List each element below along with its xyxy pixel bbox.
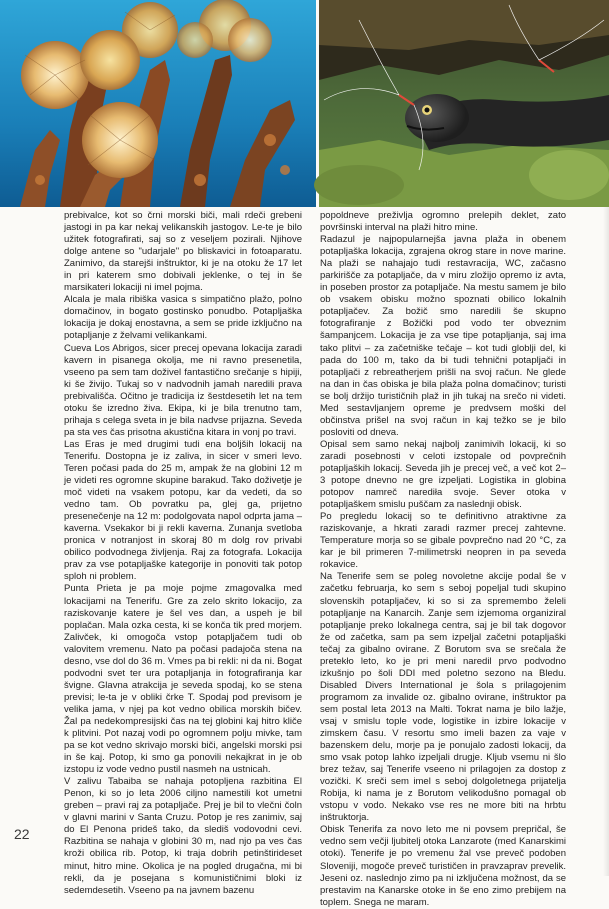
article-column-left — [64, 210, 302, 896]
tube-worm-icon — [0, 0, 316, 207]
paragraph: V zalivu Tabaiba se nahaja potopljena razbitina El Penon, ki so jo leta 2006 ciljno namestili kot umetni greben – pravi raj za potapljače. Prej je bil to vlečni čoln v glavni marini v Santa Cruzu. Potop je res zanimiv, saj do El Penona prideš tako, da slediš vodovodni cevi. Razbitina se nahaja v globini 30 m, nad njo pa ves čas kroži obilica rib. Potop, ki traja dobrih petinštirideset minut, hitro mine. Okolica je na pogled drugačna, mi bi rekli, da je posejana s komunističnimi bloki iz sedemdesetih. Vseeno pa na javnem bazenu — [64, 776, 302, 896]
page-edge-shadow — [603, 207, 609, 876]
paragraph: Las Eras je med drugimi tudi ena boljših lokacij na Tenerifu. Dostopna je iz zaliva, in sicer v smeri levo. Teren počasi pada do 25 m, ampak že na globini 12 m je videti res ogromne skupine barakud. Tako doživetje je moč videti na vsakem potopu, kar da vedeti, da so vedno tam. Ob povratku pa, glej ga, prijetno presenečenje na 12 m: podolgovata napol odprta jama – kaverna. Vsekakor bi ji rekli kaverna. Zunanja svetloba pronica v notranjost in skoraj 80 m dolg rov privabi obilico podvodnega življenja. Raj za fotografa. Lokacija prav za vse potapljaške kategorije in ponoviti tak potop sploh ni problem. — [64, 438, 302, 583]
article-column-right — [320, 210, 566, 908]
tube-worm-photo — [0, 0, 316, 207]
paragraph: Opisal sem samo nekaj najbolj zanimivih lokacij, ki so zaradi posebnosti v celoti izstopale od povprečnih potapljaških lokacij. Seveda jih je precej več, a več kot 2–3 potope dnevno ne gre izpeljati. Logistika in globina potopov namreč narediła svoje. Sever otoka v potapljaškem smislu puščam za naslednji obisk. — [320, 438, 566, 511]
paragraph: popoldneve preživlja ogromno prelepih deklet, zato površinski interval na plaži hitro mine. — [320, 210, 566, 234]
paragraph: Na Tenerife sem se poleg novoletne akcije podal še v začetku februarja, ko sem s seboj popeljal tudi skupino slovenskih potapljačev, ki so si za spremembo želeli potapljanje na Kanarcih. Zanje sem izjemoma organiziral potapljanje preko lokalnega centra, saj je bil tak dogovor že od začetka, sam pa sem izpeljal začetni potapljaški tečaj za gibalno ovirane. Z Borutom sva se srečala že pretekło leto, ko je pri meni naredil prvo podvodno izkušnjo po šoli DDI med poletno sezono na Bledu. Disabled Divers International je šola s prilagojenim programom za invalide oz. gibalno ovirane, inštruktor pa sem postal leta 2013 na Malti. Tokrat nama je bilo lažje, vsaj v smislu tople vode, logistike in izbire lokacije v zimskem času. V resortu smo imeli bazen za vaje v bazenskem delu, morje pa je ponujalo zadosti lokacij, da smo vsak potop lahko izpeljali drugje. Kljub vsemu ni šlo brez težav, saj Tenerife vseeno ni prilagojen za dostop z vozički. K sreči sem imel s seboj dolgoletnega prijatelja Robija, ki nama je z Borutom velikodušno pomagal ob vstopu v vodo. Nekako vse res ne more biti na hrbtu inštruktorja. — [320, 571, 566, 824]
paragraph: Obisk Tenerifa za novo leto me ni povsem prepričal, še vedno sem večji ljubitelj otoka Lanzarote (med Kanarskimi otoki). Tenerife je po vremenu žal vse preveč podoben Sloveniji, mogoče preveč turističen in pravzaprav prevelik. Jeseni oz. naslednjo zimo pa ni izključena možnost, da se prestavim na Kanarske otoke in še eno zimo prebijem na toplem. Snega ne maram. — [320, 824, 566, 908]
moray-eel-photo — [319, 0, 609, 207]
moray-eel-icon — [319, 0, 609, 207]
paragraph: Punta Prieta je pa moje pojme zmagovalka med lokacijami na Tenerifu. Gre za zelo skrito lokacijo, za raziskovanje katere je šel ves dan, a uspeh je bil poplačan. Mala ozka cesta, ki se konča tik pred morjem. Zalivček, ki omogoča vstop potapljačem tudi ob valovitem vremenu. Nato pa počasi padajoča stena na desno, vse dol do 36 m. Vmes pa bi rekli: ni da ni. Bogat podvodni svet ter ura potapljanja in fotografiranja kar švigne. Glavna atrakcija je seveda spodaj, ko se stena previsi; le-ta je v obliki črke T. Spodaj pod previsom je velika jama, v njej pa kot vedno obilica morskih bičev. Žal pa nedekompresijski čas na tej globini kaj hitro kliče k plitvini. Pot nazaj vodi po ogromnem polju mivke, tam pa se kot vedno skrivajo morski biči, angelski morski psi in še kaj. Potop, ki smo ga ponovili nekajkrat in je ob izstopu iz vode vedno pustil nasmeh na ustnicah. — [64, 583, 302, 776]
paragraph: prebivalce, kot so črni morski biči, mali rdeči grebeni jastogi in pa kar nekaj velikanskih jastogov. Le-te je bilo užitek fotografirati, saj so z veseljem pozirali. Njihove dolge antene so "udarjale" po bliskavici in fotoaparatu. Zanimivo, da starejši inštruktor, ki je na otoku že 17 let in pri katerem smo dobivali jeklenke, o tej in še marsikateri lokaciji ni imel pojma. — [64, 210, 302, 294]
paragraph: Cueva Los Abrigos, sicer precej opevana lokacija zaradi kavern in pisanega okolja, me ni ravno presenetila, vseeno pa sem tam doživel fantastično srečanje s hipiji, ki še živijo. Tukaj so v nadvodnih jamah naredili prava prebivališča. Očitno je tradicija iz šestdesetih let na tem otoku še izredno živa. Ekipa, ki je bila trenutno tam, prihaja s celega sveta in je bila nadvse prijazna. Seveda pa sta ves čas prisotna akustična kitara in vonj po travi. — [64, 342, 302, 438]
page-number: 22 — [14, 826, 30, 842]
paragraph: Alcala je mala ribiška vasica s simpatično plažo, polno domačinov, in bogato gostinsko ponudbo. Potapljaška lokacija je dokaj enostavna, a sem se pride izključno na potapljanje z želvami velikankami. — [64, 294, 302, 342]
paragraph: Radazul je najpopularnejša javna plaža in obenem potapljaška lokacija, zgrajena okrog stare in nove marine. Na plaži se nahajajo tudi restavracija, WC, začasno parkirišče za potapljače, da v miru zložijo opremo iz avta, in poseben prostor za potapljače. Na mestu samem je bilo ob vsakem obisku možno spoznati obilico lokalnih potapljačev. Za božič smo naredili še skupno fotografiranje z Božički pod vodo ter obveznim šampanjcem. Lokacija je za vse tipe potapljanja, saj ima tako plitvi – za začetniške tečaje – kot tudi globlji del, ki pada do 100 m, tako da bi tudi tehnični potapljači in potapljači z rebreatherjem prišli na svoj račun. Ne glede na dan in čas obiska je bila plaža polna domačinov; turisti se bolj držijo turističnih plaž in jih tukaj na srečo ni videti. Med sestavljanjem opreme je predvsem moški del občinstva prišel na svoj račun in kaj težko se je bilo posloviti od dneva. — [320, 234, 566, 438]
paragraph: Po pregledu lokacij so te definitivno atraktivne za raziskovanje, a hkrati zaradi razmer precej zahtevne. Temperature morja so se gibale povprečno nad 20 °C, za kar je bil primeren 7-milimetrski neopren in pa seveda rokavice. — [320, 511, 566, 571]
